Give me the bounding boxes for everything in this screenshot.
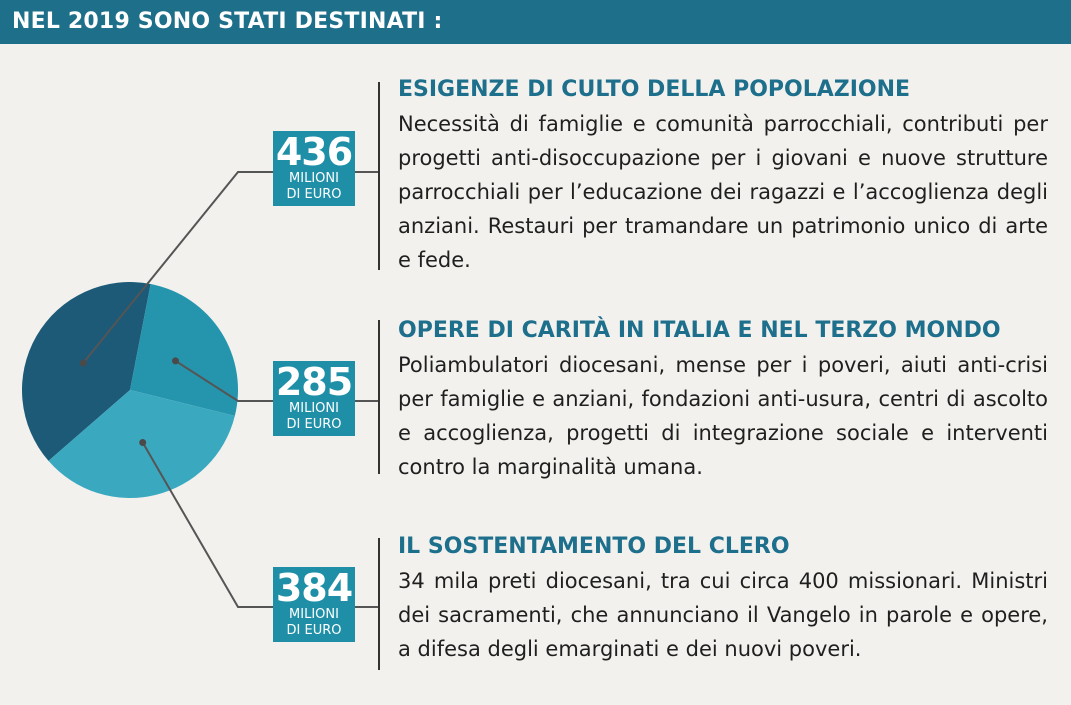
- item-description: Poliambulatori diocesani, mense per i poveri, aiuti anti-crisi per famiglie e anziani, fondazioni anti-usura, centri di ascolto e accoglienza, progetti di integrazione sociale e interventi contro la marginalità umana.: [398, 353, 1048, 479]
- amount-badge-carita: [273, 361, 355, 436]
- item-title: OPERE DI CARITÀ IN ITALIA E NEL TERZO MONDO: [398, 318, 1001, 343]
- item-carita: [398, 316, 1048, 484]
- amount-badge-clero: [273, 567, 355, 642]
- item-description: Necessità di famiglie e comunità parrocchiali, contributi per progetti anti-disoccupazione per i giovani e nuove strutture parrocchiali per l’educazione dei ragazzi e l’accoglienza degli anziani. Restauri per tramandare un patrimonio unico di arte e fede.: [398, 112, 1048, 272]
- separator-clero: [378, 538, 380, 670]
- amount-unit-line2: DI EURO: [286, 187, 342, 202]
- header-title: NEL 2019 SONO STATI DESTINATI :: [12, 9, 443, 34]
- amount-value: 436: [275, 130, 353, 174]
- item-culto: [398, 75, 1048, 277]
- amount-value: 384: [275, 566, 353, 610]
- item-description: 34 mila preti diocesani, tra cui circa 400 missionari. Ministri dei sacramenti, che annunciano il Vangelo in parole e opere, a difesa degli emarginati e dei nuovi poveri.: [398, 569, 1048, 661]
- amount-unit-line2: DI EURO: [286, 623, 342, 638]
- amount-value: 285: [275, 360, 353, 404]
- amount-unit-line1: MILIONI: [289, 607, 339, 622]
- amount-unit-line2: DI EURO: [286, 417, 342, 432]
- pie-slices: [22, 282, 238, 498]
- separator-carita: [378, 320, 380, 474]
- amount-badge-culto: [273, 131, 355, 206]
- item-title: ESIGENZE DI CULTO DELLA POPOLAZIONE: [398, 77, 911, 102]
- separator-culto: [378, 82, 380, 270]
- amount-unit-line1: MILIONI: [289, 401, 339, 416]
- connector-dot: [139, 439, 146, 446]
- amount-unit-line1: MILIONI: [289, 171, 339, 186]
- item-clero: [398, 532, 1048, 666]
- connector-dot: [80, 360, 87, 367]
- connector-dot: [172, 357, 179, 364]
- item-title: IL SOSTENTAMENTO DEL CLERO: [398, 534, 790, 559]
